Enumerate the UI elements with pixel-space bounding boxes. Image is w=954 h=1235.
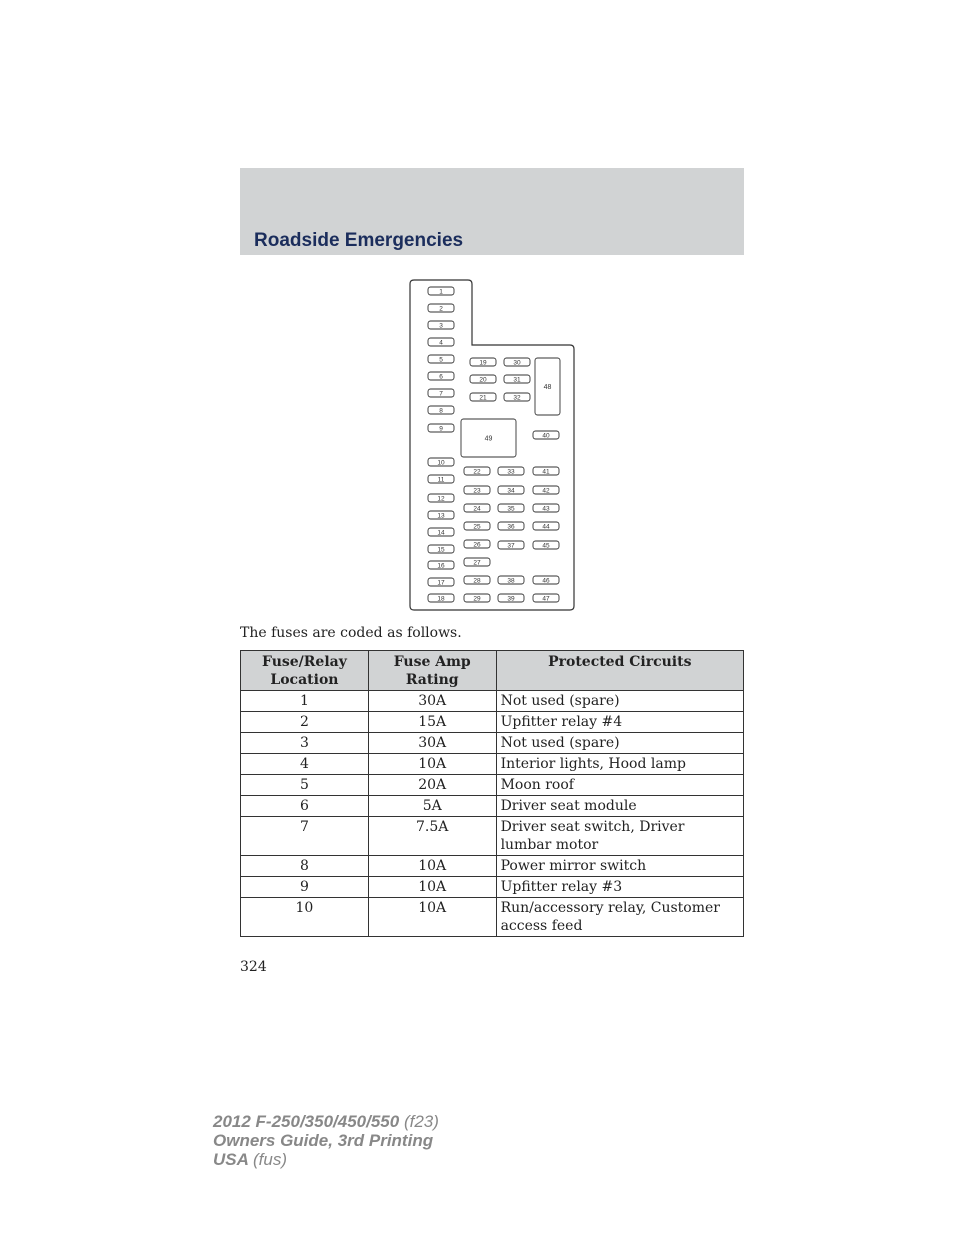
fuse-slot-label: 18: [437, 595, 445, 603]
cell-circuits: Upfitter relay #4: [496, 712, 743, 733]
section-title: Roadside Emergencies: [254, 230, 464, 251]
fuse-slot-34: [498, 486, 524, 494]
footer-line-1: [213, 1112, 439, 1131]
fuse-slot-label: 42: [542, 487, 550, 495]
fuse-slot-label: 47: [542, 595, 550, 603]
fuse-slot-label: 38: [507, 577, 515, 585]
fuse-slot-label: 46: [542, 577, 550, 585]
fuse-slot-21: [470, 393, 496, 401]
cell-circuits: Not used (spare): [496, 733, 743, 754]
fuse-slot-label: 27: [473, 559, 481, 567]
cell-circuits: Driver seat module: [496, 796, 743, 817]
fuse-slot-6: [428, 372, 454, 380]
fuse-slot-label: 5: [439, 356, 443, 364]
fuse-slot-label: 8: [439, 407, 443, 415]
cell-circuits: Power mirror switch: [496, 856, 743, 877]
fuse-slot-36: [498, 522, 524, 530]
fuse-slot-1: [428, 287, 454, 295]
header-rating-line1: Fuse Amp: [393, 654, 471, 670]
fuse-slot-46: [533, 576, 559, 584]
table-row: [241, 898, 744, 937]
fuse-slot-label: 22: [473, 468, 481, 476]
cell-rating: 7.5A: [368, 817, 496, 856]
fuse-slot-17: [428, 578, 454, 586]
cell-rating: 15A: [368, 712, 496, 733]
fuse-slot-label: 19: [479, 359, 487, 367]
fuse-slot-label: 28: [473, 577, 481, 585]
cell-circuits: Run/accessory relay, Customer access feed: [496, 898, 743, 937]
fuse-slot-30: [504, 358, 530, 366]
cell-location: 3: [241, 733, 369, 754]
fuse-slot-label: 23: [473, 487, 481, 495]
footer-model: 2012 F-250/350/450/550: [213, 1112, 400, 1131]
cell-circuits: Interior lights, Hood lamp: [496, 754, 743, 775]
cell-location: 7: [241, 817, 369, 856]
fuse-slot-38: [498, 576, 524, 584]
table-row: [241, 691, 744, 712]
relay-slot-label: 48: [543, 384, 552, 391]
table-row: [241, 754, 744, 775]
table-row: [241, 817, 744, 856]
fuse-slot-label: 7: [439, 390, 443, 398]
fuse-slot-43: [533, 504, 559, 512]
relay-slot-label: 49: [484, 435, 493, 443]
document-footer: [213, 1112, 439, 1169]
fuse-slot-11: [428, 475, 454, 483]
table-row: [241, 733, 744, 754]
fuse-slot-label: 1: [439, 288, 443, 296]
fuse-panel-diagram: [405, 276, 580, 616]
fuse-slot-label: 35: [507, 505, 515, 513]
fuse-slot-41: [533, 467, 559, 475]
fuse-slot-14: [428, 528, 454, 536]
section-header-band: [240, 168, 744, 255]
fuse-slot-13: [428, 511, 454, 519]
footer-model-code: (f23): [403, 1112, 439, 1131]
fuse-slot-label: 43: [542, 505, 550, 513]
footer-line-2: Owners Guide, 3rd Printing: [213, 1131, 434, 1150]
cell-rating: 30A: [368, 691, 496, 712]
header-rating: [368, 651, 496, 691]
fuse-slot-20: [470, 375, 496, 383]
fuse-slot-label: 25: [473, 523, 481, 531]
fuse-slot-19: [470, 358, 496, 366]
fuse-slot-label: 4: [439, 339, 443, 347]
fuse-slot-28: [464, 576, 490, 584]
cell-rating: 10A: [368, 877, 496, 898]
relay-slot-48: [535, 358, 560, 415]
fuse-slot-35: [498, 504, 524, 512]
fuse-slot-label: 32: [513, 394, 521, 402]
fuse-slot-label: 24: [473, 505, 481, 513]
cell-rating: 10A: [368, 898, 496, 937]
footer-line-3: [213, 1150, 439, 1169]
fuse-slot-label: 39: [507, 595, 515, 603]
cell-location: 4: [241, 754, 369, 775]
header-location: [241, 651, 369, 691]
fuse-slot-27: [464, 558, 490, 566]
fuse-slot-label: 16: [437, 562, 445, 570]
cell-location: 1: [241, 691, 369, 712]
fuse-slot-label: 3: [439, 322, 443, 330]
fuse-slot-2: [428, 304, 454, 312]
fuse-slot-label: 9: [439, 425, 443, 433]
fuse-slot-22: [464, 467, 490, 475]
cell-location: 2: [241, 712, 369, 733]
fuse-slot-label: 31: [513, 376, 521, 384]
fuse-slot-42: [533, 486, 559, 494]
table-row: [241, 796, 744, 817]
fuse-slot-12: [428, 494, 454, 502]
table-row: [241, 877, 744, 898]
fuse-slot-label: 17: [437, 579, 445, 587]
fuse-slot-16: [428, 561, 454, 569]
fuse-slot-label: 11: [437, 476, 445, 484]
cell-rating: 5A: [368, 796, 496, 817]
relay-slot-49: [461, 419, 516, 457]
fuse-slot-26: [464, 540, 490, 548]
fuse-slot-label: 12: [437, 495, 445, 503]
fuse-slot-18: [428, 594, 454, 602]
fuse-slot-7: [428, 389, 454, 397]
fuse-slot-label: 6: [439, 373, 443, 381]
fuse-slot-label: 45: [542, 542, 550, 550]
fuse-slot-label: 26: [473, 541, 481, 549]
header-rating-line2: Rating: [405, 672, 459, 688]
cell-location: 10: [241, 898, 369, 937]
fuse-slot-label: 20: [479, 376, 487, 384]
fuse-slot-37: [498, 541, 524, 549]
cell-rating: 10A: [368, 754, 496, 775]
fuse-slot-label: 10: [437, 459, 445, 467]
fuse-slot-label: 13: [437, 512, 445, 520]
fuse-slot-label: 15: [437, 546, 445, 554]
header-location-line2: Location: [270, 672, 339, 688]
fuse-slot-label: 36: [507, 523, 515, 531]
fuse-slot-label: 30: [513, 359, 521, 367]
cell-rating: 20A: [368, 775, 496, 796]
table-row: [241, 712, 744, 733]
fuse-slot-label: 2: [439, 305, 443, 313]
page-number: 324: [240, 959, 267, 975]
fuse-slot-45: [533, 541, 559, 549]
fuse-slot-label: 34: [507, 487, 515, 495]
fuse-slot-label: 29: [473, 595, 481, 603]
cell-circuits: Not used (spare): [496, 691, 743, 712]
fuse-slot-33: [498, 467, 524, 475]
fuse-slot-10: [428, 458, 454, 466]
fuse-panel-svg: [405, 276, 580, 616]
fuse-slot-47: [533, 594, 559, 602]
fuse-slot-label: 37: [507, 542, 515, 550]
fuse-slot-label: 14: [437, 529, 445, 537]
cell-circuits: Upfitter relay #3: [496, 877, 743, 898]
fuse-slot-44: [533, 522, 559, 530]
fuse-slot-5: [428, 355, 454, 363]
footer-region-code: (fus): [253, 1150, 287, 1169]
fuse-slot-31: [504, 375, 530, 383]
cell-rating: 30A: [368, 733, 496, 754]
fuse-slot-40: [533, 431, 559, 439]
cell-location: 8: [241, 856, 369, 877]
fuse-slot-24: [464, 504, 490, 512]
fuse-slot-3: [428, 321, 454, 329]
cell-location: 9: [241, 877, 369, 898]
cell-location: 5: [241, 775, 369, 796]
fuse-slot-label: 44: [542, 523, 550, 531]
table-row: [241, 775, 744, 796]
fuse-intro-text: The fuses are coded as follows.: [240, 625, 462, 641]
cell-location: 6: [241, 796, 369, 817]
header-circuits: Protected Circuits: [496, 651, 743, 691]
fuse-slot-29: [464, 594, 490, 602]
cell-circuits: Driver seat switch, Driver lumbar motor: [496, 817, 743, 856]
fuse-table: [240, 650, 744, 937]
fuse-slot-9: [428, 424, 454, 432]
fuse-slot-label: 41: [542, 468, 550, 476]
table-row: [241, 856, 744, 877]
cell-circuits: Moon roof: [496, 775, 743, 796]
fuse-slot-label: 33: [507, 468, 515, 476]
header-location-line1: Fuse/Relay: [262, 654, 347, 670]
fuse-slot-label: 21: [479, 394, 487, 402]
fuse-table-header-row: [241, 651, 744, 691]
fuse-slot-39: [498, 594, 524, 602]
fuse-slot-23: [464, 486, 490, 494]
fuse-slot-4: [428, 338, 454, 346]
fuse-slot-32: [504, 393, 530, 401]
fuse-slot-8: [428, 406, 454, 414]
fuse-slot-15: [428, 545, 454, 553]
fuse-slot-label: 40: [542, 432, 550, 440]
fuse-slot-25: [464, 522, 490, 530]
footer-region: USA: [213, 1150, 249, 1169]
cell-rating: 10A: [368, 856, 496, 877]
